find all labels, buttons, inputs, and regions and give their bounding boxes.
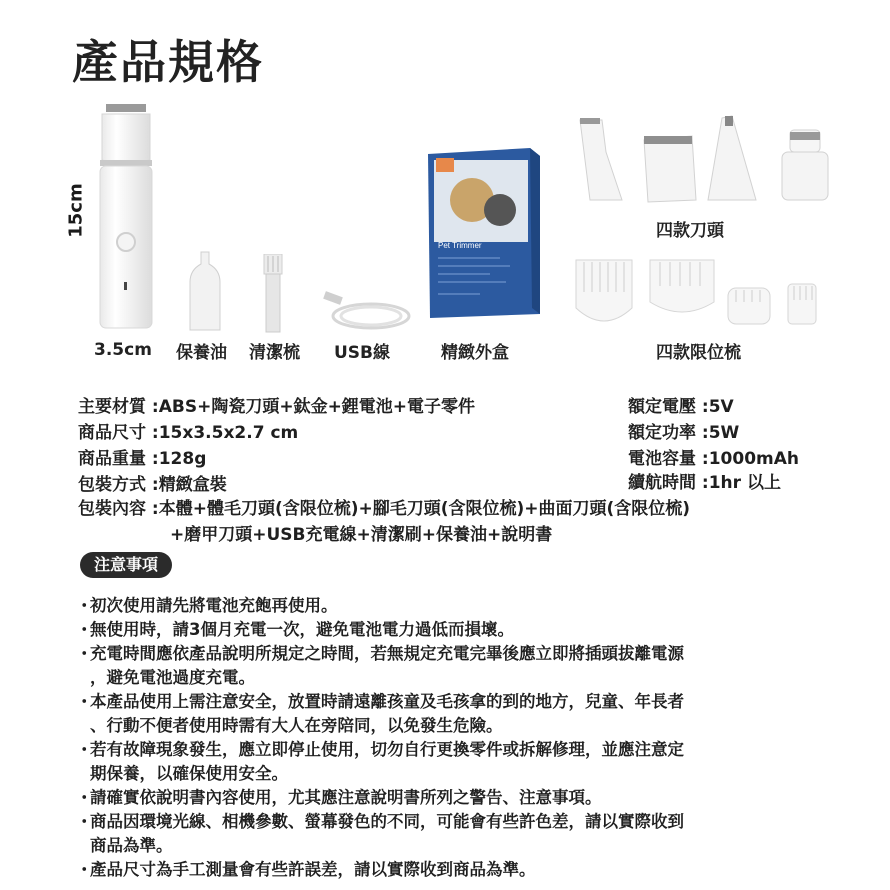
spec-material (78, 392, 475, 417)
bullet: ・ (76, 812, 93, 831)
note-text-continued: 期保養，以確保使用安全。 (90, 764, 288, 783)
note-text: 無使用時，請3個月充電一次，避免電池電力過低而損壞。 (90, 620, 514, 639)
trimmer-body-image (96, 100, 156, 332)
bullet: ・ (76, 596, 93, 615)
spec-battery (628, 444, 799, 469)
spec-value: 128g (158, 449, 207, 469)
spec-packaging (78, 470, 227, 495)
spec-label: 電池容量 : (628, 449, 709, 469)
width-label: 3.5cm (94, 340, 152, 360)
note-text: 商品因環境光線、相機參數、螢幕發色的不同，可能會有些許色差，請以實際收到 (90, 812, 684, 831)
spec-contents-continued: +磨甲刀頭+USB充電線+清潔刷+保養油+說明書 (170, 525, 553, 545)
spec-label: 包裝方式 : (78, 475, 159, 495)
spec-value: ABS+陶瓷刀頭+鈦金+鋰電池+電子零件 (158, 397, 476, 417)
spec-label: 商品重量 : (78, 449, 159, 469)
bullet: ・ (76, 644, 93, 663)
four-guards-image (570, 252, 830, 332)
box-brand-text: Pet Trimmer (438, 241, 482, 250)
spec-label: 主要材質 : (78, 397, 159, 417)
oil-bottle-image (186, 250, 224, 334)
list-item (76, 594, 836, 618)
spec-value: 精緻盒裝 (158, 475, 227, 495)
list-item (76, 786, 836, 810)
spec-power (628, 418, 739, 443)
spec-value: 1hr 以上 (708, 473, 781, 493)
spec-value: 本體+體毛刀頭(含限位梳)+腳毛刀頭(含限位梳)+曲面刀頭(含限位梳) (158, 499, 691, 519)
spec-label: 續航時間 : (628, 473, 709, 493)
height-dimension (56, 170, 90, 260)
note-text: 本產品使用上需注意安全，放置時請遠離孩童及毛孩拿的到的地方，兒童、年長者 (90, 692, 684, 711)
spec-contents (78, 494, 690, 519)
caption-blades: 四款刀頭 (656, 221, 724, 241)
spec-value: 5W (708, 423, 740, 443)
caption-brush: 清潔梳 (249, 343, 300, 363)
spec-label: 額定功率 : (628, 423, 709, 443)
note-text: 產品尺寸為手工測量會有些許誤差，請以實際收到商品為準。 (90, 860, 536, 879)
note-text-continued: ，避免電池過度充電。 (90, 668, 255, 687)
note-text-continued: 商品為準。 (90, 836, 173, 855)
bullet: ・ (76, 692, 93, 711)
list-item (76, 810, 836, 858)
spec-weight (78, 444, 206, 469)
spec-size (78, 418, 298, 443)
bullet: ・ (76, 620, 93, 639)
bullet: ・ (76, 740, 93, 759)
four-blades-image (572, 112, 832, 210)
list-item (76, 858, 836, 882)
usb-cable-image (316, 290, 416, 334)
notice-title-badge: 注意事項 (80, 552, 172, 578)
list-item (76, 642, 836, 690)
spec-voltage (628, 392, 734, 417)
caption-oil: 保養油 (176, 343, 227, 363)
notice-list (76, 594, 836, 882)
list-item (76, 618, 836, 642)
spec-value: 15x3.5x2.7 cm (158, 423, 299, 443)
spec-runtime (628, 468, 781, 493)
bullet: ・ (76, 860, 93, 879)
caption-box: 精緻外盒 (441, 343, 509, 363)
height-label: 15cm (65, 183, 87, 238)
spec-label: 額定電壓 : (628, 397, 709, 417)
spec-label: 包裝內容 : (78, 499, 159, 519)
list-item (76, 690, 836, 738)
note-text: 充電時間應依產品說明所規定之時間，若無規定充電完畢後應立即將插頭拔離電源 (90, 644, 684, 663)
gift-box-image (420, 144, 546, 320)
spec-value: 5V (708, 397, 734, 417)
note-text: 請確實依說明書內容使用，尤其應注意說明書所列之警告、注意事項。 (90, 788, 602, 807)
note-text: 初次使用請先將電池充飽再使用。 (90, 596, 338, 615)
caption-guards: 四款限位梳 (656, 343, 741, 363)
caption-usb: USB線 (334, 343, 391, 363)
list-item (76, 738, 836, 786)
cleaning-brush-image (262, 254, 284, 334)
note-text-continued: 、行動不便者使用時需有大人在旁陪同，以免發生危險。 (90, 716, 503, 735)
spec-label: 商品尺寸 : (78, 423, 159, 443)
spec-value: 1000mAh (708, 449, 800, 469)
page-title: 產品規格 (72, 35, 264, 89)
note-text: 若有故障現象發生，應立即停止使用，切勿自行更換零件或拆解修理，並應注意定 (90, 740, 684, 759)
bullet: ・ (76, 788, 93, 807)
